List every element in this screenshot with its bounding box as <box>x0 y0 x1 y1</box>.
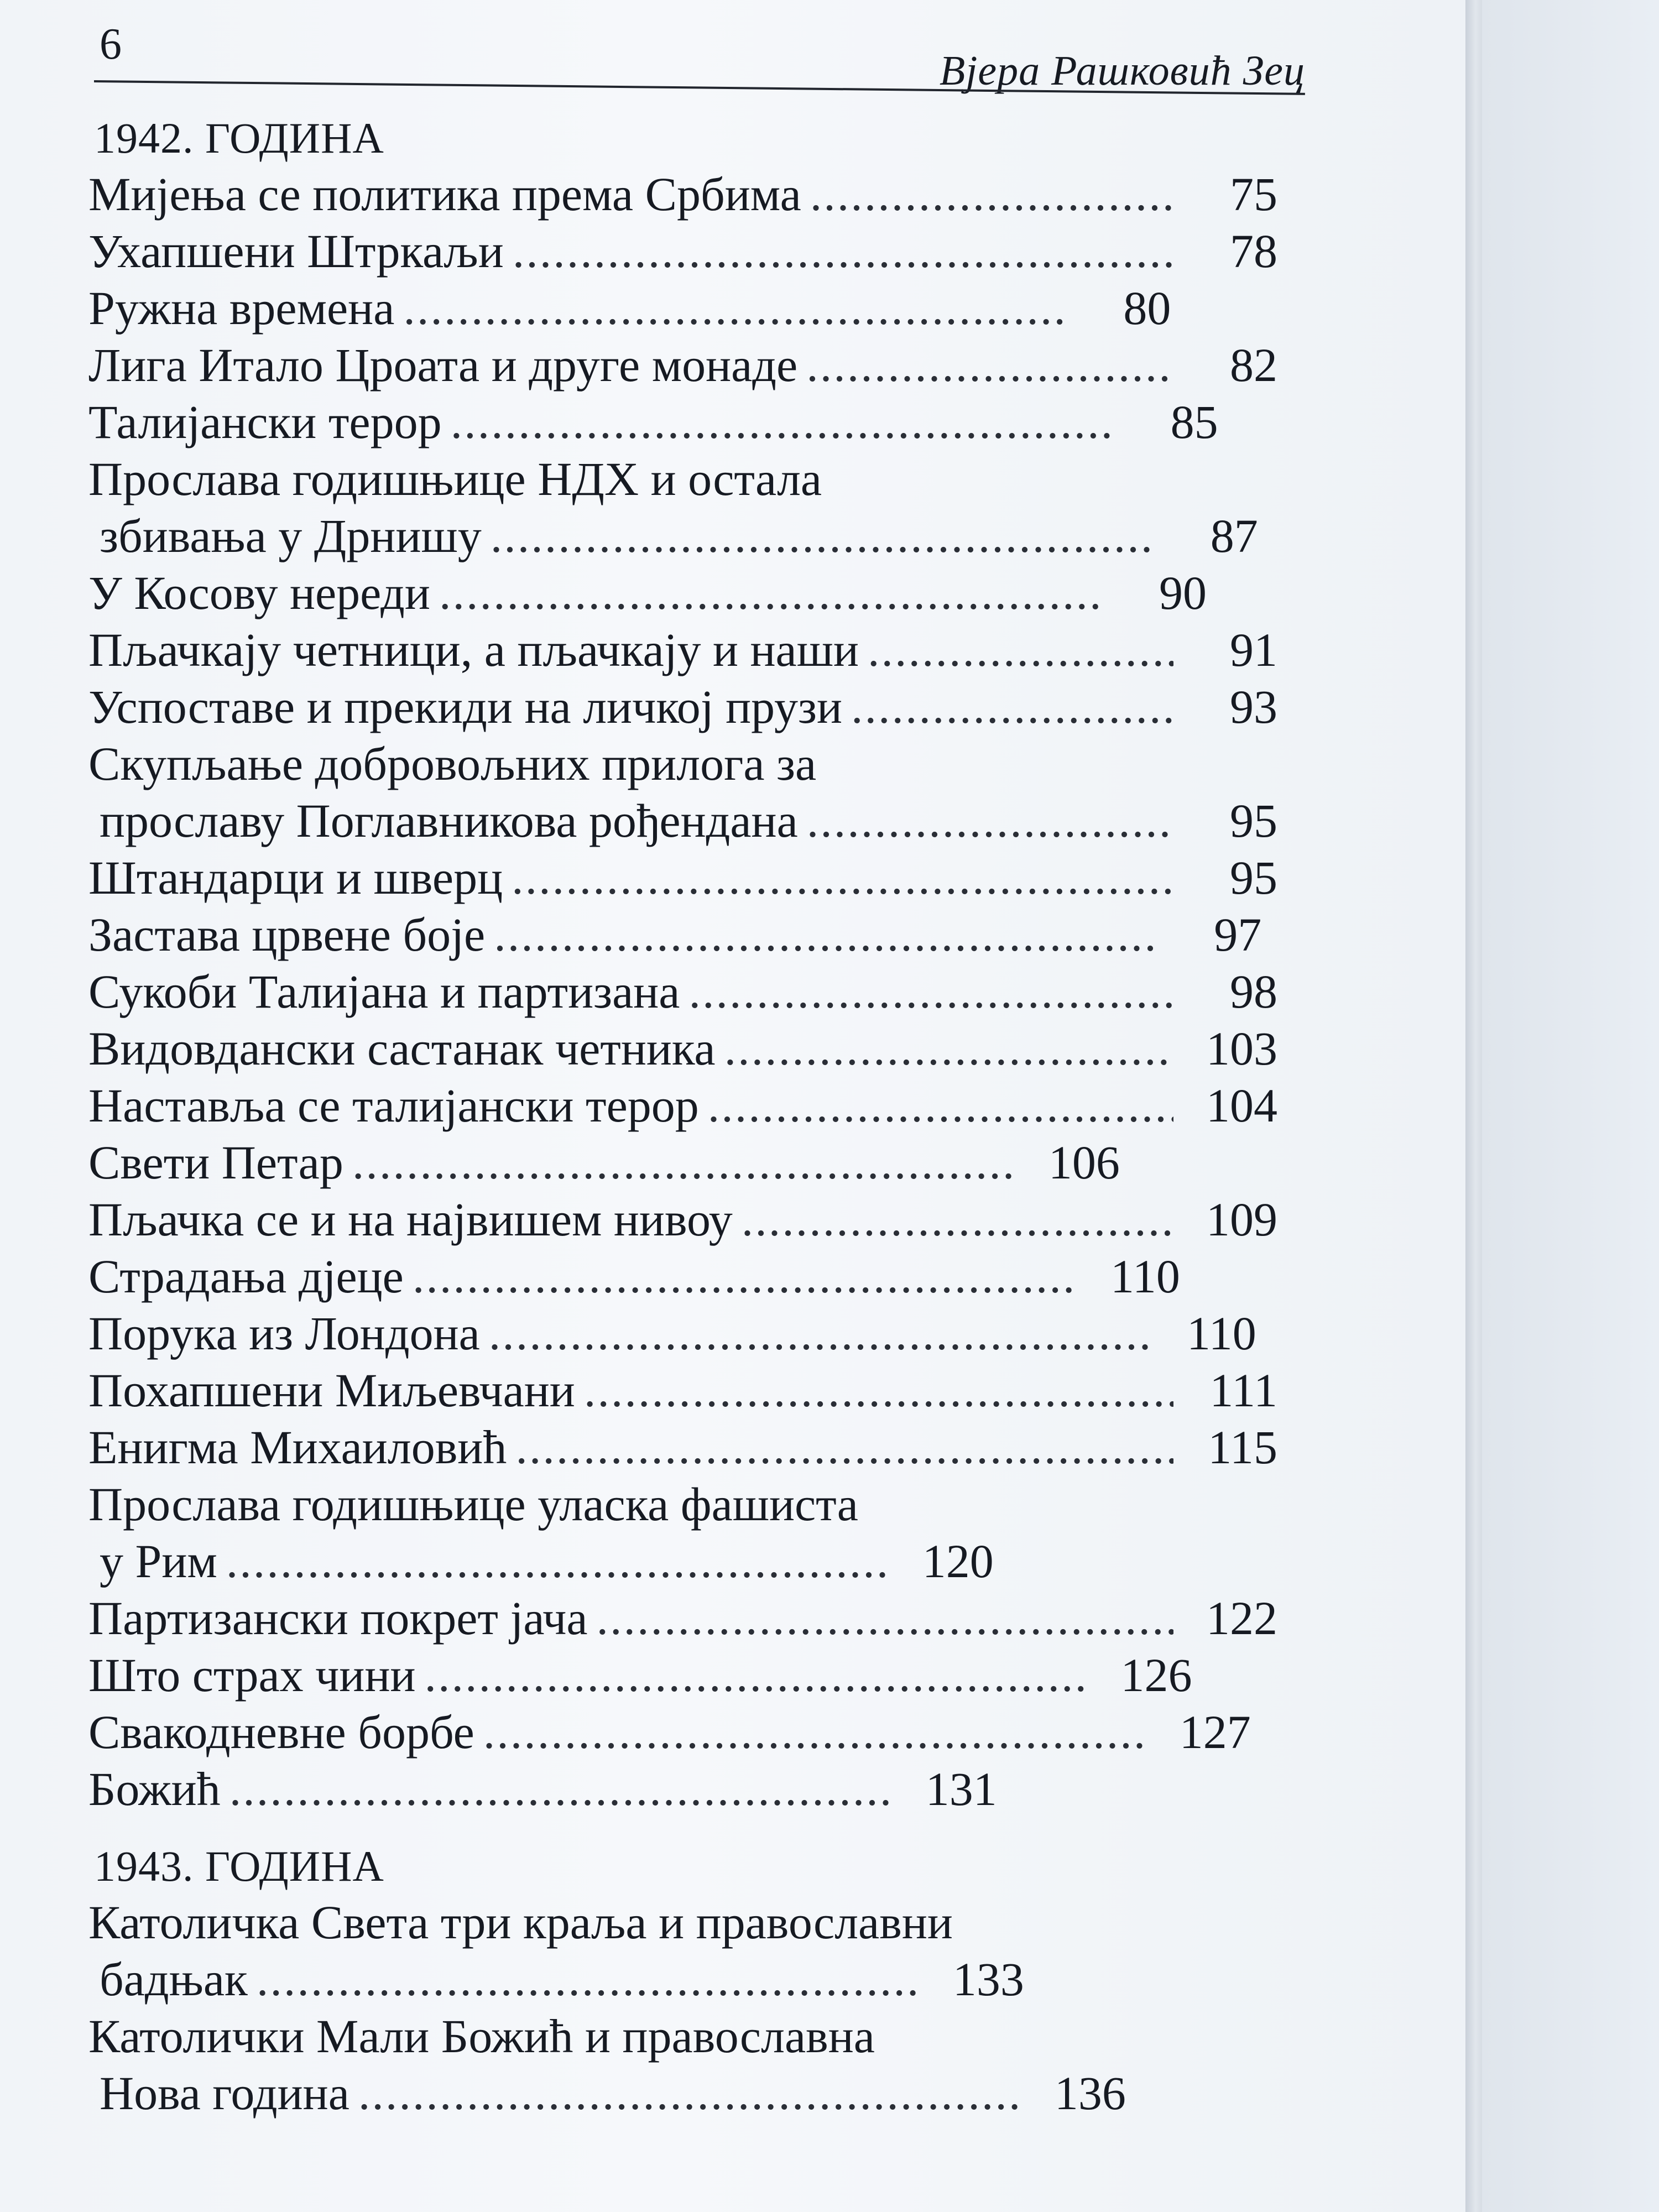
toc-entry <box>61 735 1322 849</box>
dot-leader <box>226 1533 890 1590</box>
toc-entry-title: прославу Поглавникова рођендана <box>100 794 798 847</box>
toc-entry-title: Наставља се талијански терор <box>88 1079 699 1132</box>
dot-leader <box>491 508 1154 565</box>
toc-entry-row <box>61 1362 1277 1419</box>
toc-entry-page: 75 <box>1230 168 1277 221</box>
toc-entry-page: 122 <box>1206 1592 1277 1645</box>
toc-entry-page: 136 <box>1054 2067 1126 2120</box>
toc-entry-page: 104 <box>1206 1079 1277 1132</box>
toc-entry <box>61 166 1322 223</box>
toc-entry-title: Партизански покрет јача <box>88 1592 588 1645</box>
toc-entry-page: 109 <box>1206 1193 1277 1246</box>
toc-entry-row <box>61 166 1277 223</box>
toc-entry-page: 97 <box>1214 908 1262 961</box>
toc-entry-row <box>61 223 1277 280</box>
toc-entry <box>61 1020 1322 1077</box>
toc-entry-title: Свакодневне борбе <box>88 1705 474 1759</box>
toc-entry-row <box>61 1533 1277 1590</box>
toc-entry-title: бадњак <box>100 1953 248 2006</box>
dot-leader <box>807 792 1173 849</box>
toc-entry <box>61 394 1322 451</box>
toc-entry <box>61 1077 1322 1134</box>
toc-entry-title: Штандарци и шверц <box>88 851 503 904</box>
toc-entry-page: 110 <box>1110 1250 1180 1303</box>
toc-entry <box>61 337 1322 394</box>
toc-entry-row <box>61 1590 1277 1647</box>
section-heading: 1943. ГОДИНА <box>94 1842 384 1890</box>
page-edge <box>1465 0 1482 2212</box>
toc-entry-page: 95 <box>1230 794 1277 847</box>
dot-leader <box>724 1020 1173 1077</box>
toc-entry-page: 78 <box>1230 225 1277 278</box>
toc-entry-title: Нова година <box>100 2067 349 2120</box>
toc-entry-title: Мијења се политика према Србима <box>88 168 801 221</box>
toc-entry <box>61 1761 1322 1818</box>
toc-entry <box>61 1419 1322 1476</box>
toc-entry-page: 95 <box>1230 851 1277 904</box>
toc-entry-title: Пљачка се и на највишем нивоу <box>88 1193 733 1246</box>
toc-entry <box>61 223 1322 280</box>
toc-entry-page: 87 <box>1210 509 1258 562</box>
table-of-contents <box>61 111 1322 2143</box>
toc-entry <box>61 1476 1322 1590</box>
toc-entry <box>61 906 1322 963</box>
toc-entry-page: 115 <box>1208 1421 1277 1474</box>
toc-entry-title: Ружна времена <box>88 281 395 335</box>
dot-leader <box>584 1362 1173 1419</box>
dot-leader <box>810 166 1173 223</box>
toc-entry-title: У Косову нереди <box>88 566 430 619</box>
toc-entry-title: Што страх чини <box>88 1648 416 1702</box>
toc-entry-page: 131 <box>925 1762 997 1815</box>
toc-entry-page: 106 <box>1048 1136 1120 1189</box>
toc-entry-title: Похапшени Миљевчани <box>88 1364 575 1417</box>
toc-entry-title: у Рим <box>100 1535 217 1588</box>
toc-entry-page: 110 <box>1186 1307 1256 1360</box>
page-header <box>94 17 1305 94</box>
toc-entry-page: 127 <box>1179 1705 1251 1759</box>
toc-entry-title: Ухапшени Штркаљи <box>88 225 504 278</box>
toc-entry-title: Страдања дјеце <box>88 1250 404 1303</box>
dot-leader <box>229 1761 893 1818</box>
toc-entry-title: Талијански терор <box>88 395 442 448</box>
toc-entry-row <box>61 1951 1277 2008</box>
dot-leader <box>352 1134 1016 1191</box>
toc-entry-row <box>61 1020 1277 1077</box>
dot-leader <box>483 1704 1147 1761</box>
toc-entry-title: Лига Итало Цроата и друге монаде <box>88 338 798 392</box>
dot-leader <box>597 1590 1174 1647</box>
dot-leader <box>851 679 1173 735</box>
toc-entry-row <box>61 1305 1277 1362</box>
toc-entry-title: Свети Петар <box>88 1136 343 1189</box>
toc-entry <box>61 963 1322 1020</box>
toc-entry <box>61 565 1322 622</box>
toc-entry <box>61 1305 1322 1362</box>
toc-entry-page: 111 <box>1209 1364 1277 1417</box>
toc-entry <box>61 1590 1322 1647</box>
toc-entry-row <box>61 1704 1277 1761</box>
toc-entry <box>61 1134 1322 1191</box>
dot-leader <box>868 622 1173 679</box>
toc-entry <box>61 1191 1322 1248</box>
toc-entry <box>61 622 1322 679</box>
toc-entry-title: Успоставе и прекиди на личкој прузи <box>88 680 843 733</box>
toc-entry-row <box>61 2065 1277 2122</box>
toc-entry-row <box>61 1761 1277 1818</box>
toc-entry-row <box>61 679 1277 735</box>
toc-entry-page: 85 <box>1170 395 1218 448</box>
toc-entry <box>61 1362 1322 1419</box>
toc-entry-row <box>61 622 1277 679</box>
toc-entry-row <box>61 508 1277 565</box>
toc-entry-title-line1: Католичка Света три краља и православни <box>88 1896 953 1949</box>
toc-entry <box>61 451 1322 565</box>
dot-leader <box>494 906 1157 963</box>
toc-entry-title: Видовдански састанак четника <box>88 1022 716 1075</box>
dot-leader <box>451 394 1114 451</box>
toc-entry-page: 126 <box>1120 1648 1192 1702</box>
running-head: Вјера Рашковић Зец <box>939 48 1305 94</box>
dot-leader <box>425 1647 1088 1704</box>
dot-leader <box>257 1951 920 2008</box>
toc-entry-row <box>61 1191 1277 1248</box>
toc-entry <box>61 280 1322 337</box>
toc-entry-title: Енигма Михаиловић <box>88 1421 507 1474</box>
toc-entry-title-line1: Католички Мали Божић и православна <box>88 2010 875 2063</box>
toc-entry-row <box>61 1134 1277 1191</box>
toc-entry-title: Божић <box>88 1762 221 1815</box>
toc-entry-page: 80 <box>1123 281 1171 335</box>
toc-section <box>61 1839 1322 2122</box>
toc-entry <box>61 679 1322 735</box>
toc-entry <box>61 1248 1322 1305</box>
toc-entry-row <box>61 337 1277 394</box>
toc-entry-title-line1: Прослава годишњице уласка фашиста <box>88 1478 858 1531</box>
dot-leader <box>688 963 1173 1020</box>
toc-entry <box>61 849 1322 906</box>
toc-entry-row <box>61 963 1277 1020</box>
dot-leader <box>512 849 1173 906</box>
toc-entry-row <box>61 849 1277 906</box>
toc-entry-page: 103 <box>1206 1022 1277 1075</box>
dot-leader <box>806 337 1173 394</box>
toc-entry-title: Застава црвене боје <box>88 908 486 961</box>
dot-leader <box>403 280 1067 337</box>
toc-entry <box>61 1647 1322 1704</box>
toc-entry-page: 120 <box>922 1535 994 1588</box>
toc-entry <box>61 1894 1322 2008</box>
toc-entry-page: 91 <box>1230 623 1277 676</box>
toc-entry-title-line1: Прослава годишњице НДХ и остала <box>88 452 822 505</box>
toc-entry-row <box>61 1248 1277 1305</box>
toc-entry-row <box>61 792 1277 849</box>
page-number: 6 <box>100 20 122 69</box>
toc-entry-title: збивања у Дрнишу <box>100 509 482 562</box>
toc-entry-row <box>61 565 1277 622</box>
toc-entry <box>61 2008 1322 2122</box>
facing-page-edge <box>1482 0 1659 2212</box>
toc-entry-title: Пљачкају четници, а пљачкају и наши <box>88 623 859 676</box>
dot-leader <box>413 1248 1076 1305</box>
toc-entry-row <box>61 394 1277 451</box>
toc-entry-row <box>61 280 1277 337</box>
dot-leader <box>439 565 1103 622</box>
dot-leader <box>708 1077 1173 1134</box>
toc-entry-row <box>61 906 1277 963</box>
dot-leader <box>489 1305 1152 1362</box>
toc-entry-page: 98 <box>1230 965 1277 1018</box>
dot-leader <box>358 2065 1022 2122</box>
toc-entry <box>61 1704 1322 1761</box>
toc-entry-title: Порука из Лондона <box>88 1307 480 1360</box>
toc-entry-title: Сукоби Талијана и партизана <box>88 965 680 1018</box>
toc-entry-row <box>61 1419 1277 1476</box>
section-heading: 1942. ГОДИНА <box>94 114 384 162</box>
toc-entry-page: 93 <box>1230 680 1277 733</box>
toc-entry-row <box>61 1647 1277 1704</box>
toc-entry-page: 90 <box>1159 566 1207 619</box>
toc-entry-page: 133 <box>952 1953 1024 2006</box>
toc-entry-row <box>61 1077 1277 1134</box>
toc-section <box>61 111 1322 1818</box>
toc-entry-title-line1: Скупљање добровољних прилога за <box>88 737 817 790</box>
toc-entry-page: 82 <box>1230 338 1277 392</box>
dot-leader <box>513 223 1173 280</box>
dot-leader <box>742 1191 1173 1248</box>
dot-leader <box>515 1419 1173 1476</box>
